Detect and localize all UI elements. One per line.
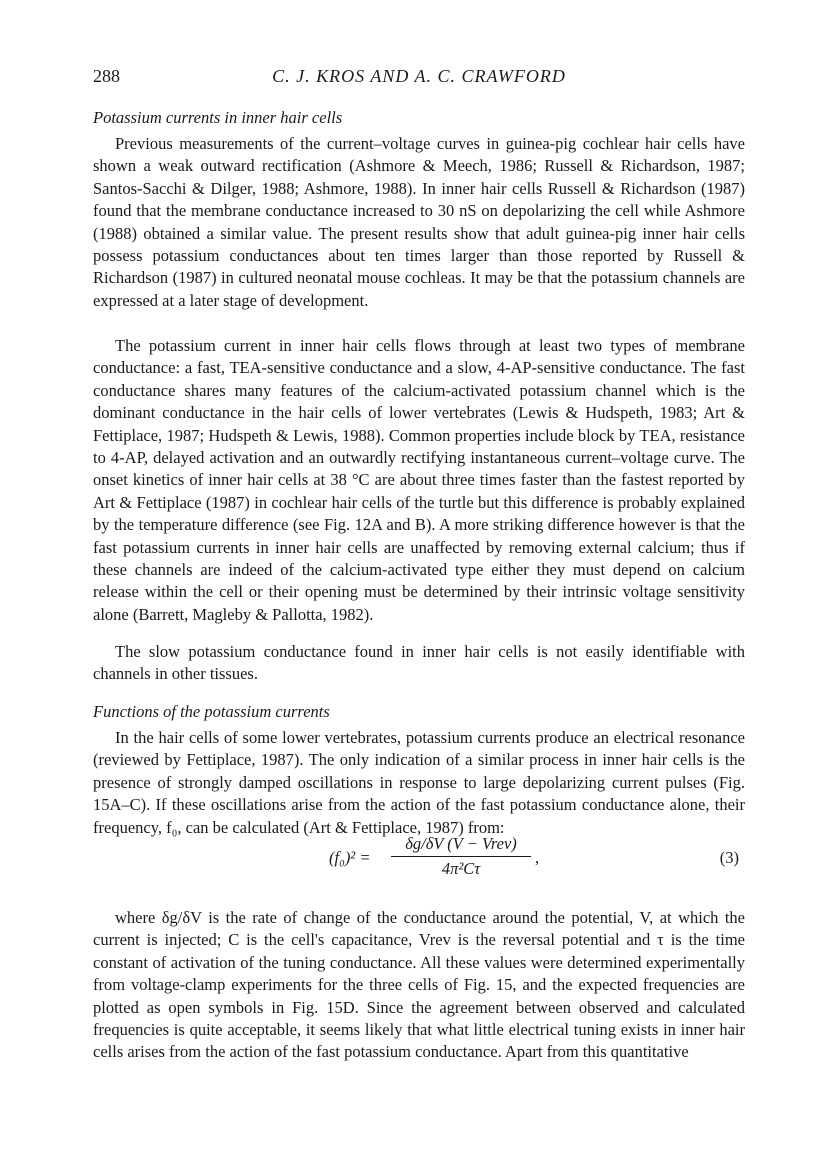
section-heading-potassium-currents: Potassium currents in inner hair cells <box>93 108 343 127</box>
equation-denominator: 4π²Cτ <box>441 859 481 878</box>
paragraph-electrical-resonance: In the hair cells of some lower vertebrates, potassium currents produce an electrical resonance (reviewed by Fettiplace, 1987). The only indication of a similar process in inner hair cells is the presence of strongly damped oscillations in response to large depolarizing current pulses (Fig. 15A–C). If these oscillations arise from the action of the fast potassium conductance alone, their frequency, f₀, can be calculated (Art & Fettiplace, 1987) from: <box>93 728 745 837</box>
page-header <box>93 66 745 88</box>
equation-comma: , <box>535 848 540 867</box>
running-title: C. J. KROS AND A. C. CRAWFORD <box>272 66 566 86</box>
equation-numerator: δg/δV (V − Vrev) <box>391 834 531 857</box>
paragraph-slow-conductance: The slow potassium conductance found in inner hair cells is not easily identifiable with channels in other tissues. <box>93 642 745 684</box>
equation-fraction <box>391 834 531 879</box>
section-heading-functions: Functions of the potassium currents <box>93 702 330 721</box>
page-number: 288 <box>93 66 120 86</box>
paragraph-previous-measurements: Previous measurements of the current–voltage curves in guinea-pig cochlear hair cells have shown a weak outward rectification (Ashmore & Meech, 1986; Russell & Richardson, 1987; Santos-Sacchi & Dilger, 1988; Ashmore, 1988). In inner hair cells Russell & Richardson (1987) found that the membrane conductance increased to 30 nS on depolarizing the cell while Ashmore (1988) obtained a similar value. The present results show that adult guinea-pig inner hair cells possess potassium conductances about ten times larger than those reported by Russell & Richardson (1987) in cultured neonatal mouse cochleas. It may be that the potassium channels are expressed at a later stage of development. <box>93 134 745 310</box>
equation-3 <box>93 834 745 882</box>
equation-lhs: (f₀)² = <box>329 848 371 867</box>
equation-number: (3) <box>719 848 739 867</box>
paragraph-two-conductances: The potassium current in inner hair cells flows through at least two types of membrane conductance: a fast, TEA-sensitive conductance and a slow, 4-AP-sensitive conductance. The fast conductance shares many features of the calcium-activated potassium channel which is the dominant conductance in the hair cells of lower vertebrates (Lewis & Hudspeth, 1983; Art & Fettiplace, 1987; Hudspeth & Lewis, 1988). Common properties include block by TEA, resistance to 4-AP, delayed activation and an outwardly rectifying instantaneous current–voltage curve. The onset kinetics of inner hair cells at 38 °C are about three times faster than the fastest reported by Art & Fettiplace (1987) in cochlear hair cells of the turtle but this difference is probably explained by the temperature difference (see Fig. 12A and B). A more striking difference however is that the fast potassium currents in inner hair cells are unaffected by removing external calcium; thus if these channels are indeed of the calcium-activated type either they must depend on calcium release within the cell or their opening must be determined by their intrinsic voltage sensitivity alone (Barrett, Magleby & Pallotta, 1982). <box>93 336 745 624</box>
paragraph-equation-explanation: where δg/δV is the rate of change of the conductance around the potential, V, at which the current is injected; C is the cell's capacitance, Vrev is the reversal potential and τ is the time constant of activation of the tuning conductance. All these values were determined experimentally from voltage-clamp experiments for the three cells of Fig. 15, and the expected frequencies are plotted as open symbols in Fig. 15D. Since the agreement between observed and calculated frequencies is quite acceptable, it seems likely that what little electrical tuning exists in inner hair cells arises from the action of the fast potassium conductance. Apart from this quantitative <box>93 908 745 1062</box>
